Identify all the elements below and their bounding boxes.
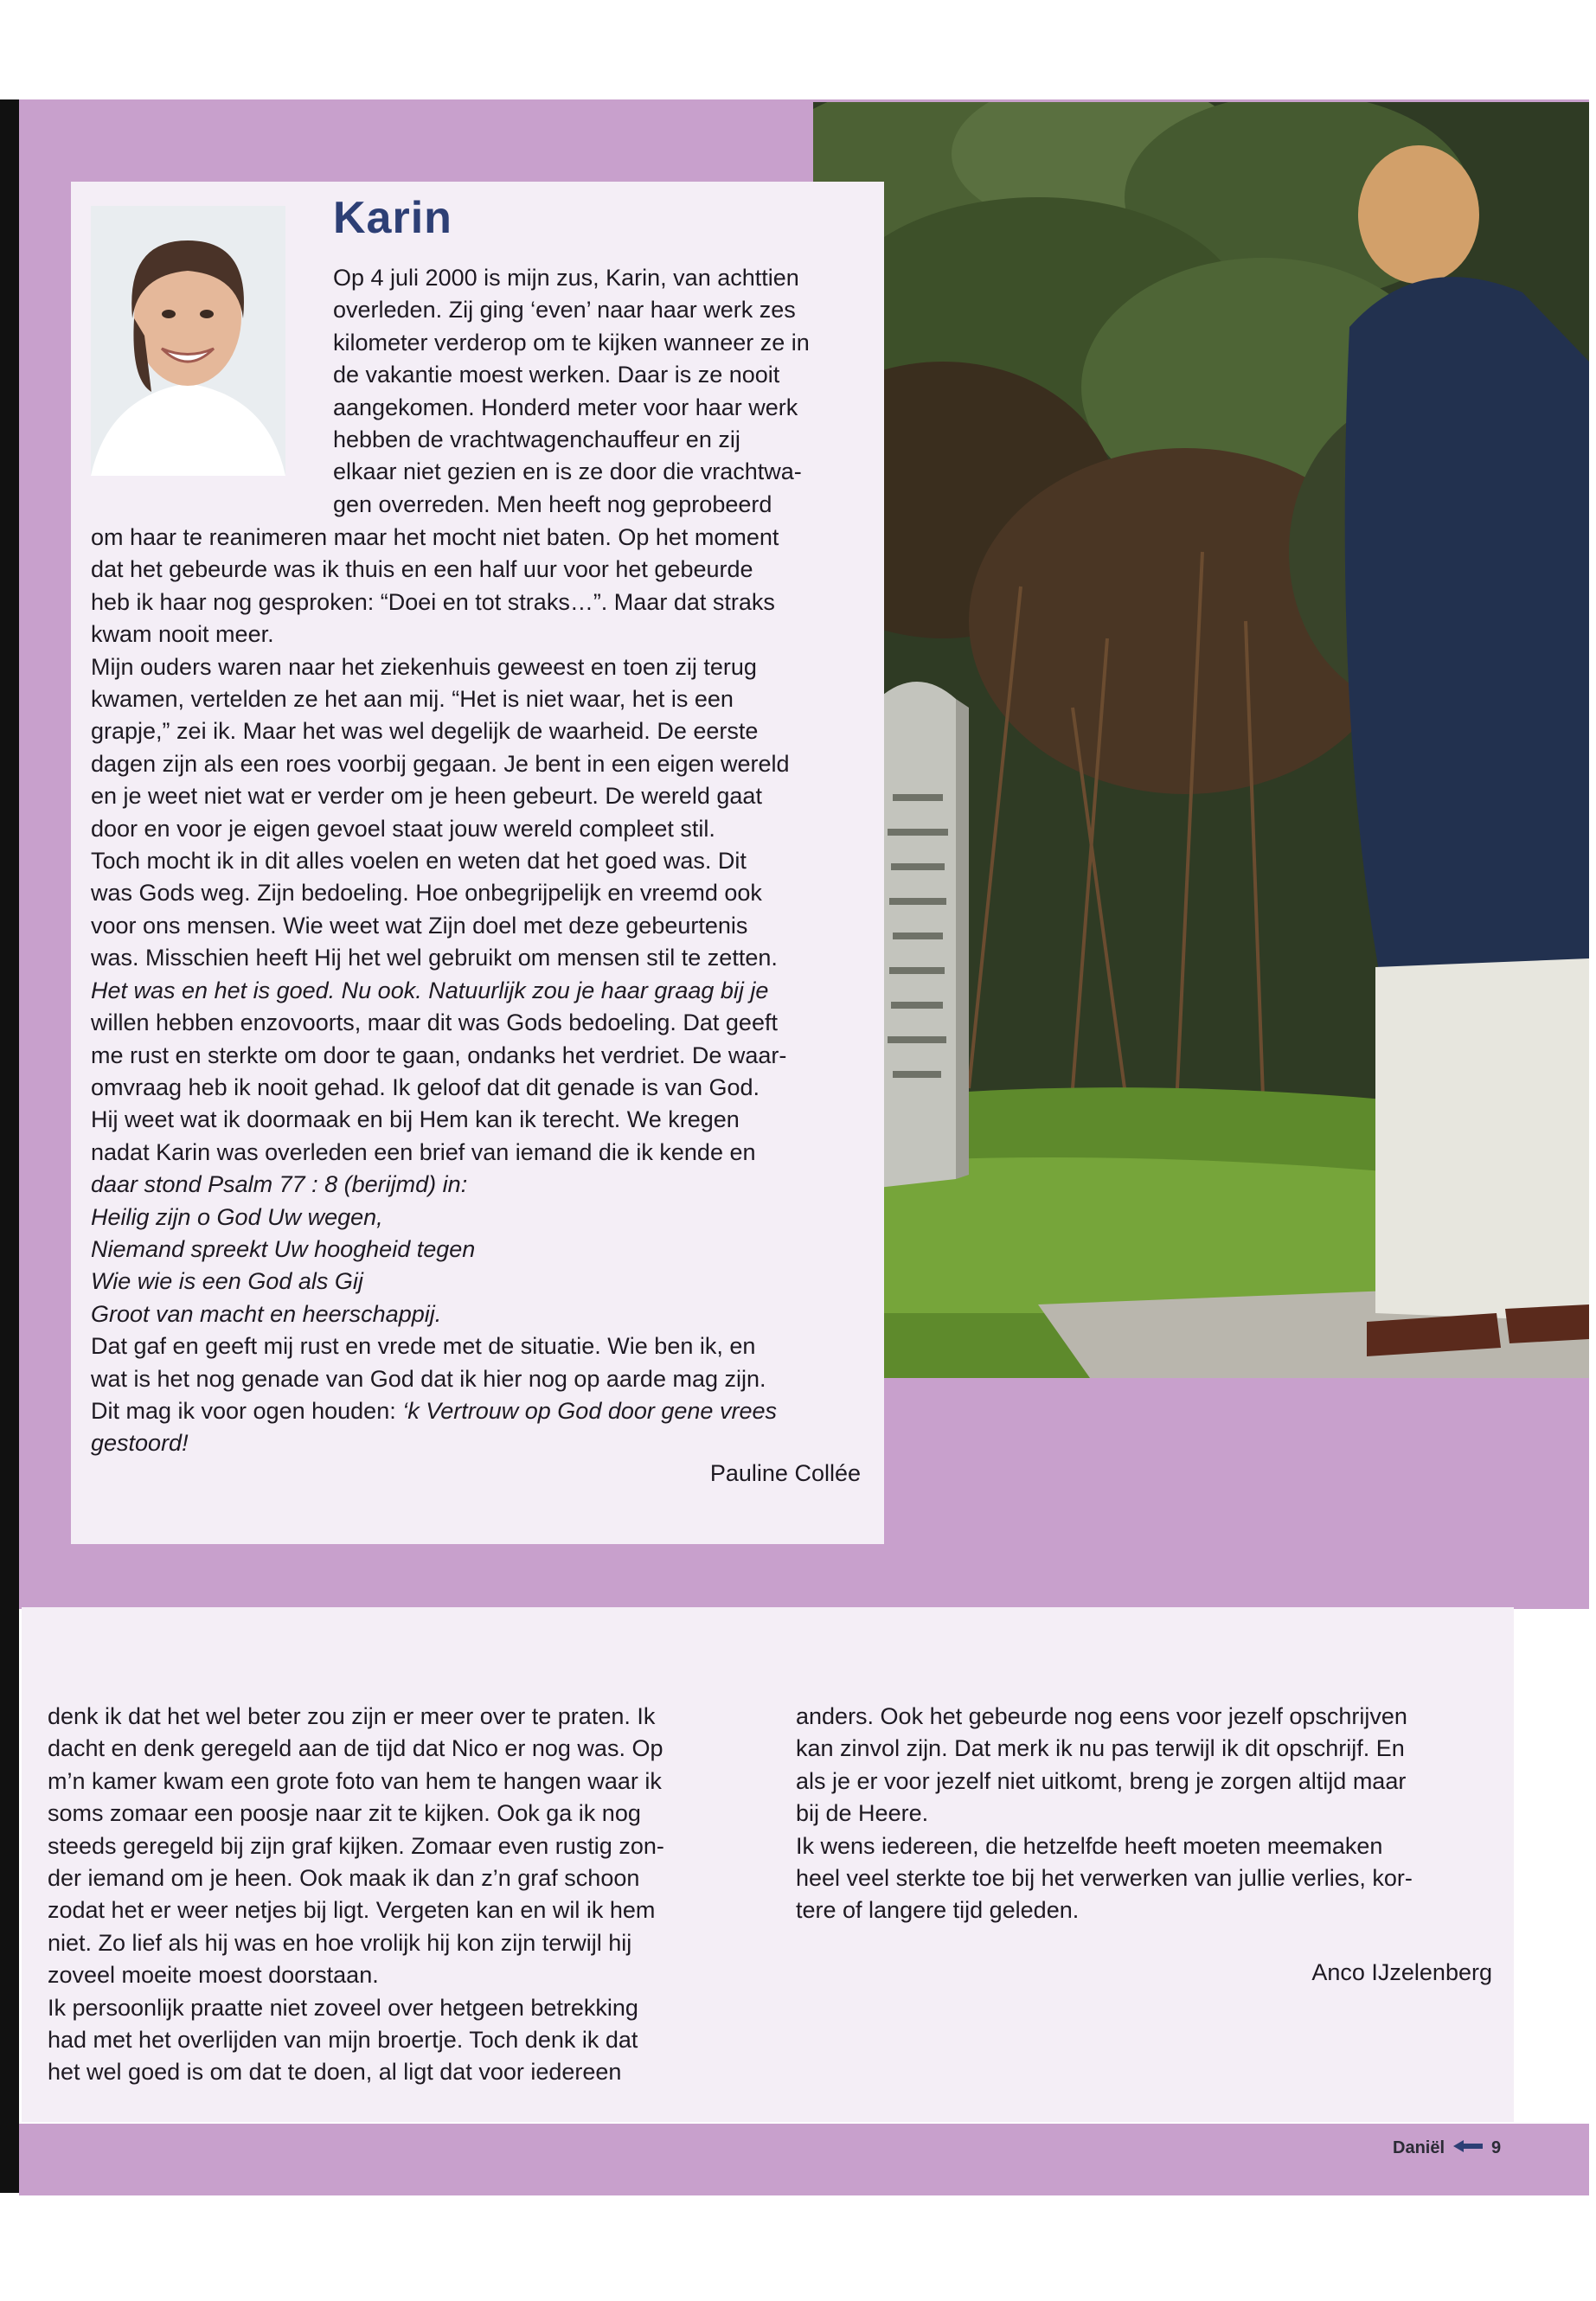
article-title: Karin (333, 193, 452, 243)
closing-text: Dit mag ik voor ogen houden: (91, 1397, 396, 1424)
text-line: het wel goed is om dat te doen, al ligt dat voor iedereen (48, 2059, 622, 2086)
text-line: aangekomen. Honderd meter voor haar werk (333, 394, 798, 420)
text-line: heb ik haar nog gesproken: “Doei en tot straks…”. Maar dat straks (91, 588, 775, 615)
text-line: tere of langere tijd geleden. (796, 1897, 1080, 1924)
text-line: was Gods weg. Zijn bedoeling. Hoe onbegrijpelijk en vreemd ook (91, 880, 762, 907)
text-line: zodat het er weer netjes bij ligt. Vergeten kan en wil ik hem (48, 1897, 656, 1924)
text-line: soms zomaar een poosje naar zit te kijken. Ook ga ik nog (48, 1800, 641, 1827)
text-line: dat het gebeurde was ik thuis en een half uur voor het gebeurde (91, 556, 753, 583)
page-number: 9 (1491, 2138, 1502, 2157)
text-line: Toch mocht ik in dit alles voelen en weten dat het goed was. Dit (91, 848, 747, 875)
text-line: heel veel sterkte toe bij het verwerken van jullie verlies, kor- (796, 1865, 1413, 1892)
page-binding-edge (0, 99, 19, 2193)
text-line: kan zinvol zijn. Dat merk ik nu pas terwijl ik dit opschrijf. En (796, 1735, 1405, 1762)
text-line: zoveel moeite moest doorstaan. (48, 1962, 379, 1989)
italic-text-line: Het was en het is goed. Nu ook. Natuurlijk zou je haar graag bij je (91, 977, 769, 1003)
continuation-signature: Anco IJzelenberg (1311, 1959, 1492, 1985)
text-line: nadat Karin was overleden een brief van iemand die ik kende en (91, 1138, 756, 1165)
cemetery-photo (813, 102, 1589, 1378)
article-signature: Pauline Collée (709, 1460, 861, 1486)
psalm-line: Heilig zijn o God Uw wegen, (91, 1203, 383, 1230)
text-line: wat is het nog genade van God dat ik hier nog op aarde mag zijn. (91, 1365, 766, 1392)
psalm-intro: daar stond Psalm 77 : 8 (berijmd) in: (91, 1171, 468, 1198)
text-line: kwamen, vertelden ze het aan mij. “Het is niet waar, het is een (91, 686, 734, 713)
text-line: kilometer verderop om te kijken wanneer ze in (333, 329, 810, 356)
text-line: Ik wens iedereen, die hetzelfde heeft moeten meemaken (796, 1832, 1383, 1859)
continuation-left-column (48, 1701, 731, 2089)
text-line: Mijn ouders waren naar het ziekenhuis geweest en toen zij terug (91, 653, 757, 680)
text-line: als je er voor jezelf niet uitkomt, breng je zorgen altijd maar (796, 1767, 1407, 1794)
psalm-line: Groot van macht en heerschappij. (91, 1300, 442, 1327)
text-line: niet. Zo lief als hij was en hoe vrolijk hij kon zijn terwijl hij (48, 1929, 632, 1956)
text-line: willen hebben enzovoorts, maar dit was Gods bedoeling. Dat geeft (91, 1009, 778, 1036)
magazine-name: Daniël (1393, 2138, 1445, 2157)
text-line: der iemand om je heen. Ook maak ik dan z’n graf schoon (48, 1865, 640, 1892)
page-folio (1393, 2135, 1501, 2161)
text-line: grapje,” zei ik. Maar het was wel degelijk de waarheid. De eerste (91, 718, 759, 745)
text-line: was. Misschien heeft Hij het wel gebruikt om mensen stil te zetten. (91, 945, 778, 971)
text-line: door en voor je eigen gevoel staat jouw wereld compleet stil. (91, 815, 715, 842)
article-intro-wrapped (333, 262, 865, 521)
text-line: Hij weet wat ik doormaak en bij Hem kan ik terecht. We kregen (91, 1106, 740, 1133)
text-line: de vakantie moest werken. Daar is ze nooit (333, 362, 780, 388)
text-line: me rust en sterkte om door te gaan, ondanks het verdriet. De waar- (91, 1042, 787, 1068)
text-line: bij de Heere. (796, 1800, 929, 1827)
psalm-line: Wie wie is een God als Gij (91, 1268, 363, 1295)
text-line: had met het overlijden van mijn broertje. Toch denk ik dat (48, 2027, 638, 2054)
text-line: voor ons mensen. Wie weet wat Zijn doel met deze gebeurtenis (91, 912, 748, 939)
text-line: elkaar niet gezien en is ze door die vrachtwa- (333, 458, 802, 485)
text-line: omvraag heb ik nooit gehad. Ik geloof dat dit genade is van God. (91, 1074, 760, 1100)
text-line: anders. Ook het gebeurde nog eens voor jezelf opschrijven (796, 1703, 1407, 1729)
text-line (91, 1395, 865, 1427)
portrait-photo-karin (91, 206, 285, 476)
text-line: gen overreden. Men heeft nog geprobeerd (333, 490, 772, 517)
text-line: overleden. Zij ging ‘even’ naar haar werk zes (333, 297, 796, 324)
text-line: Ik persoonlijk praatte niet zoveel over hetgeen betrekking (48, 1994, 638, 2021)
closing-quote-end: gestoord! (91, 1430, 189, 1457)
text-line: Dat gaf en geeft mij rust en vrede met de situatie. Wie ben ik, en (91, 1333, 756, 1360)
text-line: Op 4 juli 2000 is mijn zus, Karin, van achttien (333, 265, 799, 291)
text-line: dagen zijn als een roes voorbij gegaan. Je bent in een eigen wereld (91, 750, 790, 777)
text-line: m’n kamer kwam een grote foto van hem te hangen waar ik (48, 1767, 662, 1794)
text-line: kwam nooit meer. (91, 621, 274, 648)
text-line: denk ik dat het wel beter zou zijn er meer over te praten. Ik (48, 1703, 656, 1729)
text-line: en je weet niet wat er verder om je heen gebeurt. De wereld gaat (91, 783, 762, 810)
article-body (91, 522, 865, 1460)
text-line: om haar te reanimeren maar het mocht niet baten. Op het moment (91, 524, 779, 550)
arrow-left-icon (1453, 2138, 1483, 2158)
lilac-band-bottom (19, 2124, 1589, 2195)
text-line: steeds geregeld bij zijn graf kijken. Zomaar even rustig zon- (48, 1832, 664, 1859)
text-line: dacht en denk geregeld aan de tijd dat Nico er nog was. Op (48, 1735, 663, 1762)
closing-quote: ‘k Vertrouw op God door gene vrees (402, 1397, 777, 1424)
continuation-right-column (796, 1701, 1492, 1927)
psalm-line: Niemand spreekt Uw hoogheid tegen (91, 1235, 476, 1262)
text-line: hebben de vrachtwagenchauffeur en zij (333, 426, 740, 453)
